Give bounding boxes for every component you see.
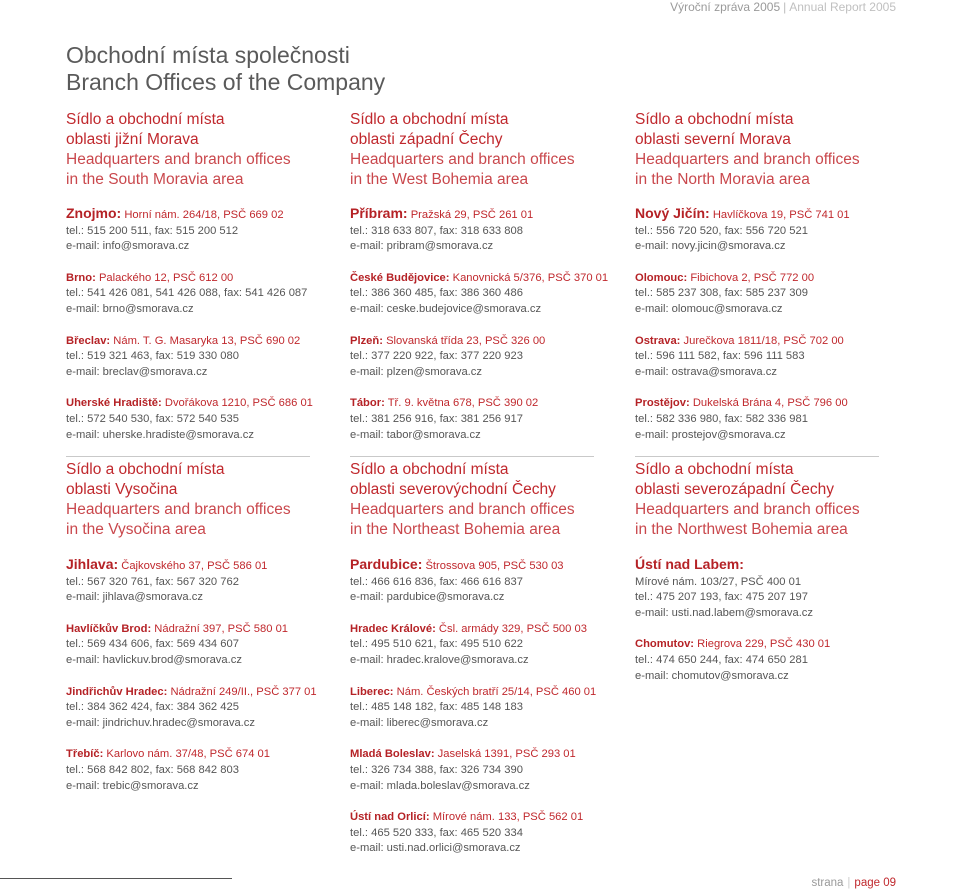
section-heading-cz: Sídlo a obchodní místa bbox=[66, 111, 225, 128]
section-heading-en: Headquarters and branch offices bbox=[66, 151, 291, 168]
office-address: Štrossova 905, PSČ 530 03 bbox=[425, 560, 564, 572]
office-city: Příbram: bbox=[350, 205, 408, 221]
office-city: Prostějov: bbox=[635, 397, 690, 410]
office-email[interactable]: e-mail: ceske.budejovice@smorava.cz bbox=[350, 302, 542, 315]
office-city: Ostrava: bbox=[635, 334, 681, 347]
office-address: Nádražní 397, PSČ 580 01 bbox=[154, 622, 289, 635]
office-address: Kanovnická 5/376, PSČ 370 01 bbox=[452, 271, 609, 284]
office-phone: tel.: 556 720 520, fax: 556 720 521 bbox=[635, 224, 808, 237]
section-west-bohemia bbox=[350, 110, 615, 190]
section-heading-en: Headquarters and branch offices bbox=[350, 151, 575, 168]
office-address: Palackého 12, PSČ 612 00 bbox=[98, 271, 234, 284]
column-2-lower bbox=[350, 460, 615, 857]
office-address: Mírové nám. 103/27, PSČ 400 01 bbox=[635, 575, 802, 588]
office-email[interactable]: e-mail: uherske.hradiste@smorava.cz bbox=[66, 428, 254, 441]
office-phone: tel.: 572 540 530, fax: 572 540 535 bbox=[66, 412, 239, 425]
column-1-lower bbox=[66, 460, 331, 794]
report-header: Výroční zpráva 2005 | Annual Report 2005 bbox=[670, 0, 896, 14]
office-email[interactable]: e-mail: info@smorava.cz bbox=[66, 240, 190, 253]
office-phone: tel.: 568 842 802, fax: 568 842 803 bbox=[66, 763, 239, 776]
office-phone: tel.: 582 336 980, fax: 582 336 981 bbox=[635, 412, 808, 425]
office-email[interactable]: e-mail: jindrichuv.hradec@smorava.cz bbox=[66, 716, 255, 729]
section-northeast-bohemia bbox=[350, 460, 615, 540]
office-phone: tel.: 585 237 308, fax: 585 237 309 bbox=[635, 287, 808, 300]
bottom-rule bbox=[0, 878, 232, 879]
office-city: Znojmo: bbox=[66, 205, 122, 221]
office-trebic bbox=[66, 747, 331, 794]
page-number: page 09 bbox=[854, 877, 896, 889]
section-heading-cz: oblasti severovýchodní Čechy bbox=[350, 481, 556, 498]
office-email[interactable]: e-mail: trebic@smorava.cz bbox=[66, 779, 199, 792]
office-city: Liberec: bbox=[350, 685, 394, 698]
office-email[interactable]: e-mail: hradec.kralove@smorava.cz bbox=[350, 653, 529, 666]
office-phone: tel.: 326 734 388, fax: 326 734 390 bbox=[350, 763, 523, 776]
section-divider bbox=[635, 456, 879, 457]
page-footer: strana | page 09 bbox=[811, 877, 896, 889]
section-south-moravia bbox=[66, 110, 331, 190]
section-heading-en: Headquarters and branch offices bbox=[635, 151, 860, 168]
office-prostejov bbox=[635, 396, 900, 443]
section-heading-cz: Sídlo a obchodní místa bbox=[635, 111, 794, 128]
section-heading-en: Headquarters and branch offices bbox=[350, 501, 575, 518]
office-address: Jaselská 1391, PSČ 293 01 bbox=[437, 748, 576, 761]
office-email[interactable]: e-mail: pribram@smorava.cz bbox=[350, 240, 494, 253]
office-address: Dvořákova 1210, PSČ 686 01 bbox=[164, 397, 313, 410]
office-phone: tel.: 465 520 333, fax: 465 520 334 bbox=[350, 826, 523, 839]
office-city: Hradec Králové: bbox=[350, 622, 436, 635]
office-hradec-kralove bbox=[350, 622, 615, 669]
office-ostrava bbox=[635, 334, 900, 381]
section-heading-en: in the West Bohemia area bbox=[350, 171, 529, 188]
section-heading-cz: oblasti Vysočina bbox=[66, 481, 178, 498]
office-tabor bbox=[350, 396, 615, 443]
report-header-cz: Výroční zpráva 2005 bbox=[670, 0, 781, 14]
section-heading-en: Headquarters and branch offices bbox=[635, 501, 860, 518]
office-usti-nad-orlici bbox=[350, 810, 615, 857]
office-phone: tel.: 541 426 081, 541 426 088, fax: 541 426 087 bbox=[66, 287, 308, 300]
column-1 bbox=[66, 110, 331, 443]
section-heading-cz: oblasti severní Morava bbox=[635, 131, 791, 148]
office-address: Slovanská třída 23, PSČ 326 00 bbox=[386, 334, 546, 347]
office-phone: tel.: 474 650 244, fax: 474 650 281 bbox=[635, 653, 808, 666]
section-heading-cz: Sídlo a obchodní místa bbox=[66, 461, 225, 478]
office-phone: tel.: 596 111 582, fax: 596 111 583 bbox=[635, 350, 805, 363]
office-address: Jurečkova 1811/18, PSČ 702 00 bbox=[683, 334, 844, 347]
office-mlada-boleslav bbox=[350, 747, 615, 794]
office-email[interactable]: e-mail: olomouc@smorava.cz bbox=[635, 302, 783, 315]
page-title bbox=[66, 42, 385, 96]
office-pardubice bbox=[350, 557, 615, 606]
office-email[interactable]: e-mail: jihlava@smorava.cz bbox=[66, 591, 203, 604]
office-city: Mladá Boleslav: bbox=[350, 748, 435, 761]
section-heading-cz: Sídlo a obchodní místa bbox=[350, 111, 509, 128]
office-city: Uherské Hradiště: bbox=[66, 397, 162, 410]
office-usti-nad-labem bbox=[635, 557, 900, 621]
office-phone: tel.: 567 320 761, fax: 567 320 762 bbox=[66, 575, 239, 588]
section-heading-cz: oblasti severozápadní Čechy bbox=[635, 481, 835, 498]
office-phone: tel.: 515 200 511, fax: 515 200 512 bbox=[66, 224, 239, 237]
office-city: Třebíč: bbox=[66, 748, 104, 761]
office-chomutov bbox=[635, 637, 900, 684]
office-phone: tel.: 519 321 463, fax: 519 330 080 bbox=[66, 350, 239, 363]
office-phone: tel.: 495 510 621, fax: 495 510 622 bbox=[350, 638, 523, 651]
office-city: Plzeň: bbox=[350, 334, 383, 347]
office-city: České Budějovice: bbox=[350, 271, 450, 284]
office-phone: tel.: 386 360 485, fax: 386 360 486 bbox=[350, 287, 523, 300]
office-znojmo bbox=[66, 206, 331, 255]
office-ceske-budejovice bbox=[350, 271, 615, 318]
page-title-cz: Obchodní místa společnosti bbox=[66, 42, 350, 68]
office-email[interactable]: e-mail: brno@smorava.cz bbox=[66, 302, 194, 315]
office-novy-jicin bbox=[635, 206, 900, 255]
section-vysocina bbox=[66, 460, 331, 540]
office-phone: tel.: 475 207 193, fax: 475 207 197 bbox=[635, 591, 808, 604]
page-label: strana bbox=[811, 877, 844, 889]
section-heading-en: in the Northeast Bohemia area bbox=[350, 521, 561, 538]
section-heading-cz: oblasti západní Čechy bbox=[350, 131, 503, 148]
office-pribram bbox=[350, 206, 615, 255]
office-city: Pardubice: bbox=[350, 556, 423, 572]
office-address: Dukelská Brána 4, PSČ 796 00 bbox=[692, 397, 848, 410]
section-divider bbox=[66, 456, 310, 457]
page-title-en: Branch Offices of the Company bbox=[66, 69, 386, 95]
office-email[interactable]: e-mail: tabor@smorava.cz bbox=[350, 428, 481, 441]
section-heading-en: in the Vysočina area bbox=[66, 521, 206, 538]
section-divider bbox=[350, 456, 594, 457]
office-address: Fibichova 2, PSČ 772 00 bbox=[690, 271, 815, 284]
section-heading-cz: Sídlo a obchodní místa bbox=[635, 461, 794, 478]
office-city: Tábor: bbox=[350, 397, 385, 410]
office-address: Horní nám. 264/18, PSČ 669 02 bbox=[124, 209, 284, 221]
office-jindrichuv-hradec bbox=[66, 685, 331, 732]
office-email[interactable]: e-mail: mlada.boleslav@smorava.cz bbox=[350, 779, 530, 792]
office-email[interactable]: e-mail: ostrava@smorava.cz bbox=[635, 365, 777, 378]
column-2 bbox=[350, 110, 615, 443]
office-plzen bbox=[350, 334, 615, 381]
office-breclav bbox=[66, 334, 331, 381]
office-address: Nádražní 249/II., PSČ 377 01 bbox=[170, 685, 317, 698]
office-brno bbox=[66, 271, 331, 318]
office-email[interactable]: e-mail: usti.nad.labem@smorava.cz bbox=[635, 606, 813, 619]
office-jihlava bbox=[66, 557, 331, 606]
office-phone: tel.: 381 256 916, fax: 381 256 917 bbox=[350, 412, 523, 425]
section-heading-cz: Sídlo a obchodní místa bbox=[350, 461, 509, 478]
office-city: Ústí nad Orlicí: bbox=[350, 811, 430, 824]
office-city: Jindřichův Hradec: bbox=[66, 685, 168, 698]
office-address: Tř. 9. května 678, PSČ 390 02 bbox=[387, 397, 539, 410]
office-havlickuv-brod bbox=[66, 622, 331, 669]
office-email[interactable]: e-mail: liberec@smorava.cz bbox=[350, 716, 489, 729]
office-email[interactable]: e-mail: pardubice@smorava.cz bbox=[350, 591, 505, 604]
office-phone: tel.: 485 148 182, fax: 485 148 183 bbox=[350, 701, 523, 714]
section-heading-en: Headquarters and branch offices bbox=[66, 501, 291, 518]
office-address: Karlovo nám. 37/48, PSČ 674 01 bbox=[106, 748, 270, 761]
office-email[interactable]: e-mail: prostejov@smorava.cz bbox=[635, 428, 786, 441]
office-city: Havlíčkův Brod: bbox=[66, 622, 152, 635]
office-address: Pražská 29, PSČ 261 01 bbox=[410, 209, 534, 221]
office-address: Čsl. armády 329, PSČ 500 03 bbox=[438, 622, 587, 635]
section-north-moravia bbox=[635, 110, 900, 190]
report-header-en: Annual Report 2005 bbox=[789, 0, 896, 14]
office-uherske-hradiste bbox=[66, 396, 331, 443]
column-3 bbox=[635, 110, 900, 443]
office-city: Břeclav: bbox=[66, 334, 111, 347]
office-city: Olomouc: bbox=[635, 271, 688, 284]
office-email[interactable]: e-mail: chomutov@smorava.cz bbox=[635, 669, 789, 682]
office-phone: tel.: 466 616 836, fax: 466 616 837 bbox=[350, 575, 523, 588]
office-phone: tel.: 569 434 606, fax: 569 434 607 bbox=[66, 638, 239, 651]
office-city: Nový Jičín: bbox=[635, 205, 710, 221]
office-email[interactable]: e-mail: plzen@smorava.cz bbox=[350, 365, 482, 378]
section-heading-en: in the South Moravia area bbox=[66, 171, 244, 188]
office-address: Riegrova 229, PSČ 430 01 bbox=[697, 638, 831, 651]
office-email[interactable]: e-mail: havlickuv.brod@smorava.cz bbox=[66, 653, 242, 666]
section-northwest-bohemia bbox=[635, 460, 900, 540]
office-phone: tel.: 318 633 807, fax: 318 633 808 bbox=[350, 224, 523, 237]
office-city: Jihlava: bbox=[66, 556, 119, 572]
section-heading-en: in the North Moravia area bbox=[635, 171, 810, 188]
section-heading-en: in the Northwest Bohemia area bbox=[635, 521, 848, 538]
office-city: Chomutov: bbox=[635, 638, 695, 651]
office-city: Brno: bbox=[66, 271, 96, 284]
office-olomouc bbox=[635, 271, 900, 318]
office-address: Nám. T. G. Masaryka 13, PSČ 690 02 bbox=[113, 334, 301, 347]
office-address: Čajkovského 37, PSČ 586 01 bbox=[121, 560, 268, 572]
office-liberec bbox=[350, 685, 615, 732]
office-address: Havlíčkova 19, PSČ 741 01 bbox=[712, 209, 850, 221]
section-heading-cz: oblasti jižní Morava bbox=[66, 131, 199, 148]
office-phone: tel.: 377 220 922, fax: 377 220 923 bbox=[350, 350, 523, 363]
office-city: Ústí nad Labem: bbox=[635, 556, 744, 572]
office-phone: tel.: 384 362 424, fax: 384 362 425 bbox=[66, 701, 239, 714]
office-address: Nám. Českých bratří 25/14, PSČ 460 01 bbox=[396, 685, 597, 698]
office-address: Mírové nám. 133, PSČ 562 01 bbox=[432, 811, 584, 824]
office-email[interactable]: e-mail: novy.jicin@smorava.cz bbox=[635, 240, 786, 253]
office-email[interactable]: e-mail: usti.nad.orlici@smorava.cz bbox=[350, 842, 521, 855]
office-email[interactable]: e-mail: breclav@smorava.cz bbox=[66, 365, 208, 378]
column-3-lower bbox=[635, 460, 900, 684]
